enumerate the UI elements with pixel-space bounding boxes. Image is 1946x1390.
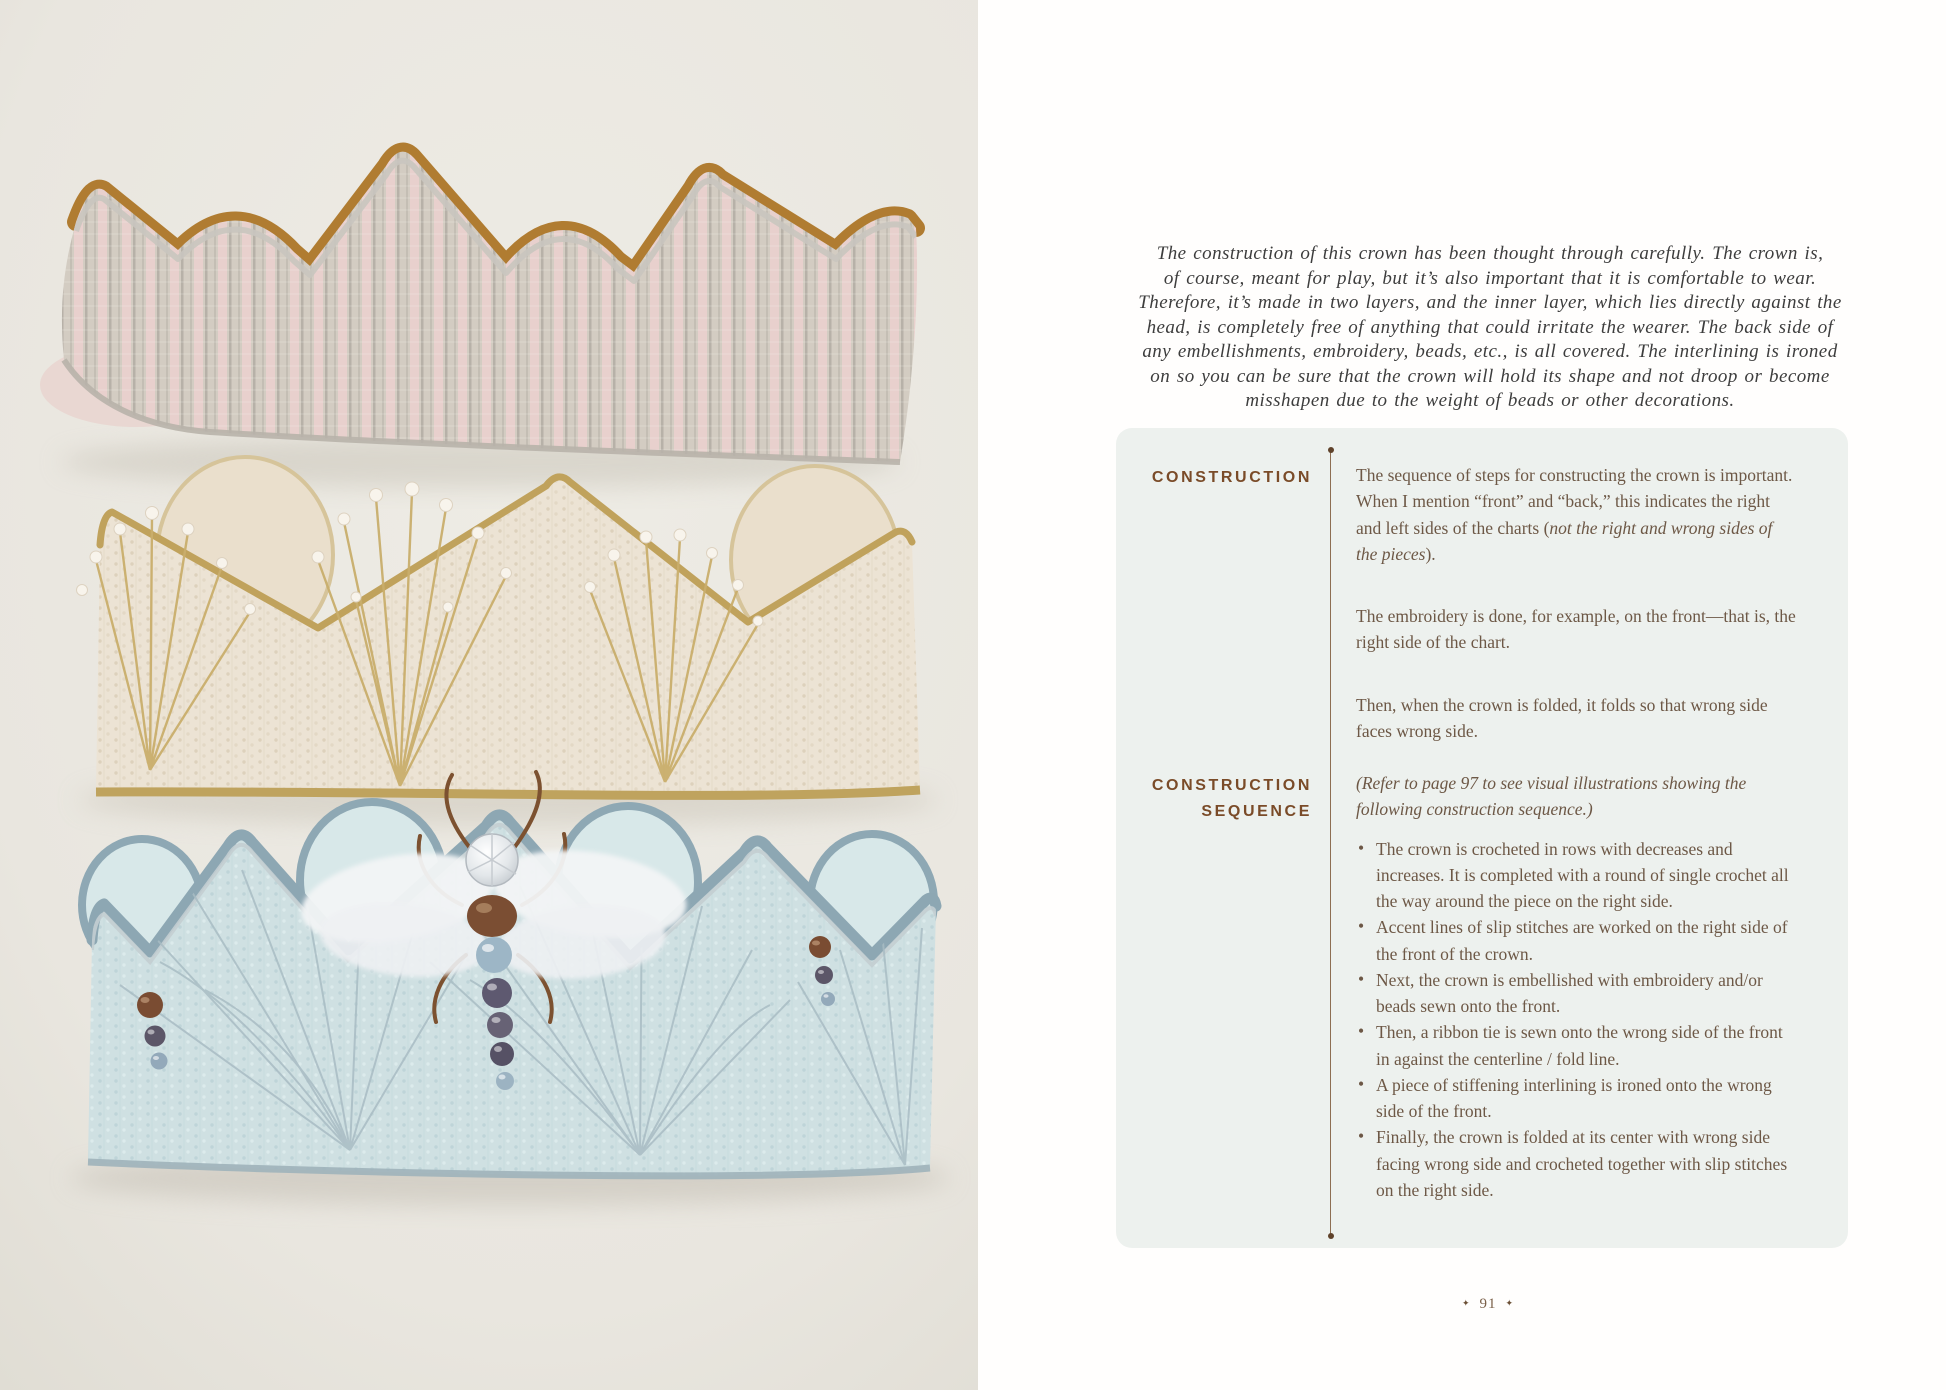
construction-body [1330,462,1798,744]
sequence-list [1356,836,1798,1204]
sequence-step: • A piece of stiffening interlining is ironed onto the wrong side of the front. [1356,1072,1798,1125]
sequence-step: • Then, a ribbon tie is sewn onto the wrong side of the front in against the centerline / fold line. [1356,1019,1798,1072]
footer-ornament-right: ✦ [1505,1298,1515,1308]
text-page [978,0,1946,1390]
construction-paragraph: Then, when the crown is folded, it folds so that wrong side faces wrong side. [1356,694,1768,741]
sequence-step: • Next, the crown is embellished with embroidery and/or beads sewn onto the front. [1356,967,1798,1020]
construction-heading: CONSTRUCTION [1151,469,1312,486]
intro-paragraph [1090,242,1890,414]
intro-line: head, is completely free of anything that could irritate the wearer. The back side of [1146,316,1834,338]
intro-line: any embellishments, embroidery, beads, etc., is all covered. The interlining is ironed [1142,341,1838,362]
intro-line: of course, meant for play, but it’s also important that it is comfortable to wear. [1163,267,1817,289]
sequence-step: • Finally, the crown is folded at its center with wrong side facing wrong side and crocheted together with slip stitches on the right side. [1356,1124,1798,1203]
intro-line: The construction of this crown has been thought through carefully. The crown is, [1156,243,1824,264]
intro-line: misshapen due to the weight of beads or other decorations. [1245,390,1735,411]
page-number: 91 [1479,1296,1497,1312]
construction-panel [1116,428,1848,1248]
construction-sequence-heading-cell [1116,770,1330,1203]
sequence-step: • The crown is crocheted in rows with decreases and increases. It is completed with a round of single crochet all the way around the piece on the right side. [1356,836,1798,915]
construction-paragraph: The embroidery is done, for example, on the front—that is, the right side of the chart. [1356,606,1796,653]
intro-line: Therefore, it’s made in two layers, and the inner layer, which lies directly against the [1138,292,1842,313]
page-footer [978,1296,1946,1313]
sequence-note: (Refer to page 97 to see visual illustrations showing the following construction sequence.) [1356,773,1747,820]
construction-sequence-body [1330,770,1798,1203]
gold-bottom-trim [96,790,920,795]
sequence-step: • Accent lines of slip stitches are worked on the right side of the front of the crown. [1356,914,1798,967]
construction-heading-cell [1116,462,1330,744]
construction-sequence-heading: CONSTRUCTION SEQUENCE [1151,777,1312,821]
intro-line: on so you can be sure that the crown will hold its shape and not droop or become [1150,365,1830,387]
construction-paragraph: The sequence of steps for constructing the crown is important. When I mention “front” and “back,” this indicates the right and left sides of the charts (not the right and wrong sides of the pieces). [1356,465,1793,564]
footer-ornament-left: ✦ [1461,1298,1471,1308]
